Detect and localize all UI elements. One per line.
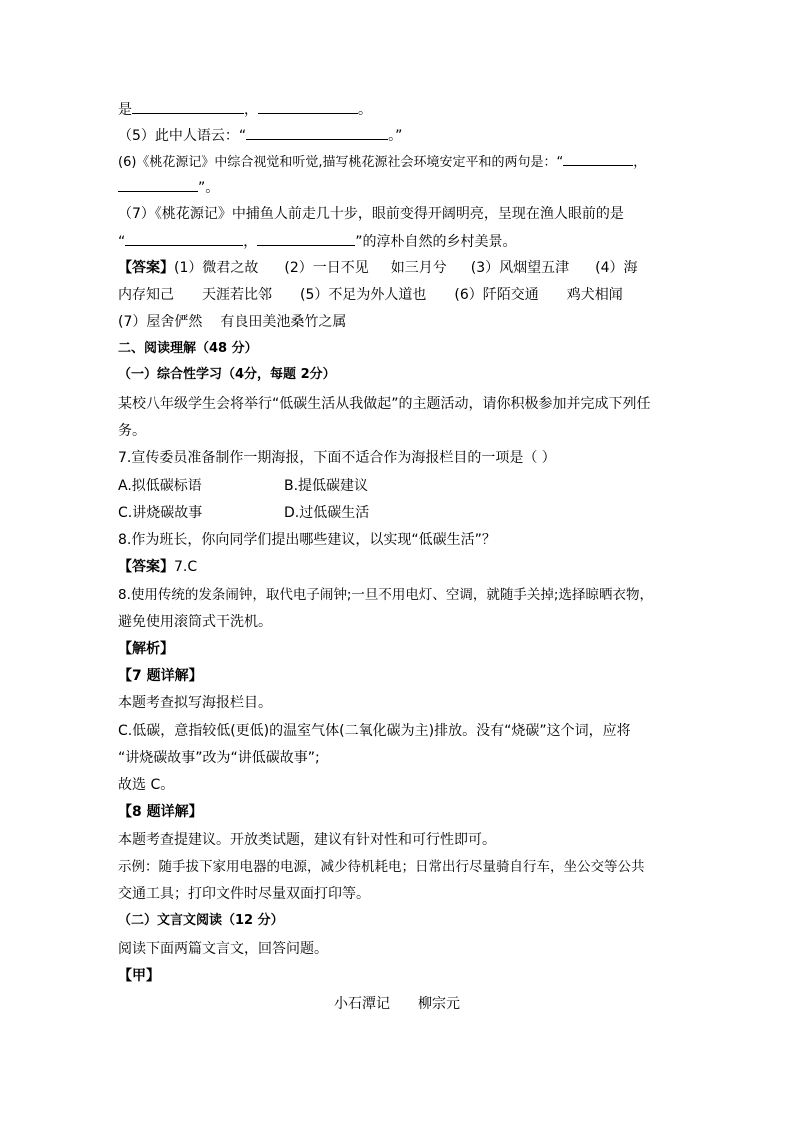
detail-8-text: 示例：随手拔下家用电器的电源，减少待机耗电；日常出行尽量骑自行车，坐公交等公共 [118, 859, 645, 875]
answer-row-1 [118, 258, 638, 278]
answer-blank[interactable] [246, 124, 388, 140]
answer-row-3 [118, 312, 346, 332]
answer-item: (5）不足为外人道也 [300, 287, 427, 303]
line-text: ， [633, 155, 647, 170]
intro-text: 某校八年级学生会将举行“低碳生活从我做起”的主题活动，请你积极参加并完成下列任 [118, 396, 651, 412]
answer-item: 有良田美池桑竹之属 [220, 314, 347, 330]
answer-blank[interactable] [125, 230, 243, 246]
passage-title [0, 994, 794, 1014]
fill-blank-line-1 [118, 98, 372, 118]
answer-7 [118, 557, 197, 577]
detail-7-text: “讲烧碳故事”改为“讲低碳故事”; [118, 750, 320, 766]
section-heading: 二、阅读理解（48 分） [118, 341, 258, 356]
answer-item: (1）微君之故 [174, 260, 259, 276]
answer-8-line-1: 8.使用传统的发条闹钟，取代电子闹钟;一旦不用电灯、空调，就随手关掉;选择晾晒衣物， [118, 587, 653, 603]
line-text: 。” [388, 128, 403, 144]
answer-item: (6）阡陌交通 [454, 287, 539, 303]
subsection-heading: （一）综合性学习（4分，每题 2分） [118, 367, 336, 382]
line-text: ， [244, 102, 258, 118]
option-c[interactable]: C.讲烧碳故事 [118, 505, 203, 521]
fill-blank-line-2 [118, 124, 402, 144]
answer-item: 天涯若比邻 [202, 287, 272, 303]
answer-label: 【答案】 [118, 559, 174, 575]
answer-label: 【答案】 [118, 260, 174, 276]
answer-8-line-2: 避免使用滚筒式干洗机。 [118, 614, 272, 630]
line-text: （5）此中人语云：“ [118, 128, 247, 144]
answer-item: (2）一日不见 [284, 260, 369, 276]
detail-8-text: 本题考查提建议。开放类试题，建议有针对性和可行性即可。 [118, 832, 496, 848]
option-b[interactable]: B.提低碳建议 [284, 478, 369, 494]
line-text: ， [243, 234, 258, 250]
fill-blank-line-4 [118, 176, 219, 196]
line-text: 是 [118, 102, 132, 118]
line-text: ”。 [198, 180, 220, 196]
passage-label: 【甲】 [118, 968, 160, 984]
detail-8-text: 交通工具；打印文件时尽量双面打印等。 [118, 886, 370, 902]
intro-text: 务。 [118, 423, 146, 439]
answer-item: 如三月兮 [390, 260, 447, 276]
detail-8-label: 【8 题详解】 [118, 804, 203, 820]
answer-item: 7.C [174, 559, 198, 575]
detail-7-text: C.低碳，意指较低(更低)的温室气体(二氧化碳为主)排放。没有“烧碳”这个词，应将 [118, 723, 631, 739]
title-text: 小石潭记 [334, 996, 390, 1012]
option-a[interactable]: A.拟低碳标语 [118, 478, 202, 494]
reading-intro: 阅读下面两篇文言文，回答问题。 [118, 941, 328, 957]
detail-7-text: 本题考查拟写海报栏目。 [118, 695, 272, 711]
answer-item: (3）风烟望五津 [470, 260, 570, 276]
answer-blank[interactable] [258, 98, 358, 114]
line-text: (6)《桃花源记》中综合视觉和听觉,描写桃花源社会环境安定平和的两句是：“ [118, 155, 564, 170]
question-7-prompt: （7）《桃花源记》中捕鱼人前走几十步，眼前变得开阔明亮，呈现在渔人眼前的是 [118, 206, 624, 222]
analysis-label: 【解析】 [118, 641, 174, 657]
options-row-ab [118, 476, 368, 496]
options-row-cd [118, 503, 369, 523]
subsection-heading: （二）文言文阅读（12 分） [118, 913, 284, 928]
question-7: 7.宣传委员准备制作一期海报，下面不适合作为海报栏目的一项是（ ） [118, 450, 556, 466]
line-text: 。 [358, 102, 372, 118]
line-text: ”的淳朴自然的乡村美景。 [355, 234, 517, 250]
answer-item: 鸡犬相闻 [566, 287, 623, 303]
answer-row-2 [118, 285, 623, 305]
answer-blank[interactable] [563, 150, 633, 166]
answer-item: 内存知己 [118, 287, 174, 303]
detail-7-label: 【7 题详解】 [118, 668, 203, 684]
author-text: 柳宗元 [418, 996, 460, 1012]
question-8: 8.作为班长，你向同学们提出哪些建议，以实现“低碳生活”？ [118, 532, 496, 548]
answer-blank[interactable] [257, 230, 355, 246]
answer-blank[interactable] [118, 176, 198, 192]
answer-item: (7）屋舍俨然 [118, 314, 203, 330]
line-text: “ [118, 234, 126, 250]
option-d[interactable]: D.过低碳生活 [284, 505, 370, 521]
detail-7-text: 故选 C。 [118, 777, 175, 793]
fill-blank-line-3 [118, 150, 646, 170]
answer-blank[interactable] [132, 98, 244, 114]
fill-blank-line-6 [118, 230, 517, 250]
answer-item: (4）海 [595, 260, 638, 276]
